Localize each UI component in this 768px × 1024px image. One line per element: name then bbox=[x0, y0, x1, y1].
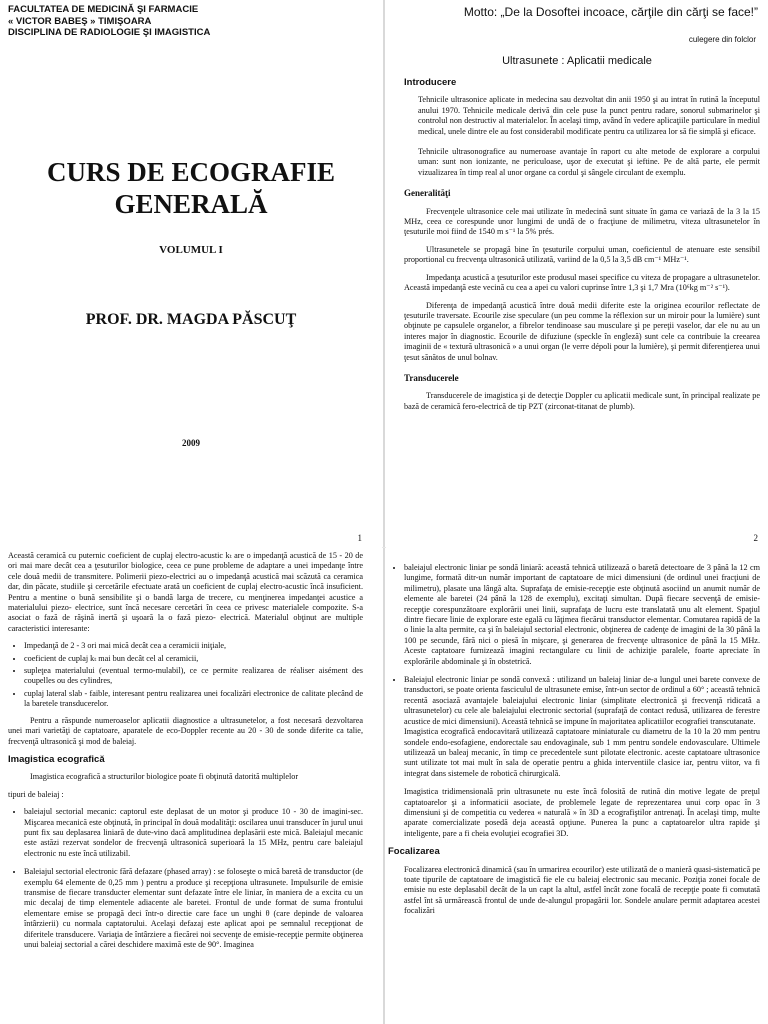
intro-paragraph-2: Tehnicile ultrasonografice au numeroase avantaje în raport cu alte metode de explorare a corpului uman: sunt non ionizante, ne periculoase, uşor de executat şi ieftine. Pe de altă parte, ele permit vizualizarea în timp real al unor organe ca cordul şi sângele circulant de exemplu. bbox=[418, 147, 760, 177]
page-number: 1 bbox=[357, 533, 362, 543]
generalitati-paragraph-4: Diferenţa de impedanţă acustică între două medii diferite este la originea ecourilor reflectate de ţesuturile traversate. Ecourile zise speculare (un peu comme la réflexion sur un miroir pour la lumière) sunt obţinute pe capsulele organelor, a fibrelor tendinoase sau musculare şi pe pereţii vaselor, dar ele nu au un interes major în diagnostic. Ecourile de difuziune (speckle în engleză) sunt cele ca contribuie la creearea imaginii de « textură ultrasonică » a unui organ (le verre dépoli pour la lumière), şi permit diferenţierea unui ţesut sănătos de unul bolnav. bbox=[404, 300, 760, 362]
heading-introducere: Introducere bbox=[404, 77, 457, 88]
page-3 bbox=[0, 549, 382, 1024]
header-line-discipline: DISCIPLINA DE RADIOLOGIE ŞI IMAGISTICA bbox=[8, 27, 211, 38]
list-item: • baleiajul sectorial mecanic: captorul este deplasat de un motor şi produce 10 - 30 de imagini-sec. Mişcarea mecanică este obţinută, în principal în două modalităţi: oscilarea unui transducer în jurul unui punt fix sau deplasarea liniară de dute-vino dacă amplitudinea deplasării este mică. Baleiajul mecanic este astăzi rezervat sondelor de frecvenţă ultrasonică superioară la 15 MHz, pentru care baleiajul electronic nu este încă utilizabil. bbox=[24, 807, 363, 859]
heading-imagistica-ecografica: Imagistica ecografică bbox=[8, 753, 105, 765]
title-line-2: GENERALĂ bbox=[114, 189, 268, 219]
scan-types-list-continued bbox=[388, 563, 760, 779]
publication-year: 2009 bbox=[182, 438, 200, 448]
list-item: • baleiajul electronic liniar pe sondă liniară: această tehnică utilizează o baretă detectoare de 3 până la 12 cm lungime, formată ditr-un număr important de captatoare de mici dimensiuni (de ordinul unei fracţiuni de milimetru), plasate una lângă alta. Suprafaţa de emisie-recepţie este obţinută asociind un anumit număr de elemente ale baretei (24 până la 128 de exemplu), excitaţi simultan. După fiecare secvenţă de emisie-recepţie corespunzătoare explorării unei linii, suprafaţa de lucru este translatată unu alt element. Spaţiul dintre fiecare linie de explorare este egală cu lăţimea fiecărui transductor elementar. Comutarea rapidă de la o linie la alta permite, ca şi în baleiajul sectorial electronic, obţinerea de cadenţe de imagini de la 30 până la 100 pe secunde, fără nici o piesă în mişcare, şi generarea de frecvenţe ultrasonice de până la 15 MHz. Aceste captatoare furnizează imagini rectangulare cu linii de achiziţie paralele, foarte apreciate în explorările abdominale şi în obstetrică. bbox=[404, 563, 760, 667]
intro-paragraph-1: Tehnicile ultrasonice aplicate in medecina sau dezvoltat din anii 1950 şi au intrat în rutină la începutul anului 1970. Tehnicile medicale derivă din cele puse la punct pentru radare, sonorul submarinelor şi controlul non destructiv al materialelor. În acelaşi timp, având în vedere aplicaţiile particulare în mediul medical, unele dintre ele au fost considerabil modificate pentru ca utilizarea lor să fie simplă şi eficace. bbox=[418, 95, 760, 136]
page-2-body bbox=[404, 70, 760, 419]
page-3-body bbox=[8, 551, 363, 958]
list-item: • coeficient de cuplaj kₜ mai bun decât cel al ceramicii, bbox=[24, 654, 363, 664]
page-2 bbox=[386, 0, 768, 548]
scan-types-intro: tipuri de baleiaj : bbox=[8, 789, 64, 799]
transducerele-paragraph-1: Transducerele de imagistica şi de detecţie Doppler cu aplicatii medicale sunt, în principal realizate pe bază de ceramică fero-electrică de tip PZT (zirconat-titanat de plumb). bbox=[404, 391, 760, 411]
page-number: 2 bbox=[753, 533, 758, 543]
material-properties-list bbox=[8, 641, 363, 709]
list-item bbox=[404, 675, 760, 779]
page-4-body bbox=[388, 563, 760, 924]
imagistica-paragraph: Imagistica ecografică a structurilor biologice poate fi obţinută datorită multiplelor bbox=[30, 772, 299, 782]
motto: Motto: „De la Dosoftei incoace, cărţile din cărţi se face!” bbox=[463, 5, 758, 19]
section-subtitle: Ultrasunete : Aplicatii medicale bbox=[502, 55, 652, 67]
list-item: • cuplaj lateral slab - faible, interesant pentru realizarea unei focalizări electronice de calitate plecând de la baretele transducerelor. bbox=[24, 689, 363, 710]
list-item: • Baleiajul sectorial electronic fără defazare (phased array) : se foloseşte o mică baretă de transductor (de exemplu 64 elemente de 0,25 mm ) pentru a produce şi recepţiona ultrasunete. Impulsurile de emisie transmise de fiecare transducter elementar sunt defazate între ele liniar, în maniera de a excita cu un mic decalaj de timp elementele adiacente ale baretei. Frontul de unde format de suma frontului elementare emise se propagă deci într-o directie care face un unghi θ (care depinde de valoarea întârzierii) cu normala captatorului. Acelaşi defazaj este aplicat apoi pe semnalul recepţionat de diferitele transducere. Variaţia de întârziere a fiecărei noi secvenţe de emisie-recepţie permite obţinerea unui baleiaj sectorial a cărei deschidere maximă este de 90°. Imaginea bbox=[24, 867, 363, 950]
author-name: PROF. DR. MAGDA PĂSCUŢ bbox=[85, 311, 297, 328]
header-line-university: « VICTOR BABEŞ » TIMIŞOARA bbox=[8, 15, 152, 27]
institution-header bbox=[8, 4, 210, 39]
page-divider-vertical bbox=[383, 0, 385, 1024]
header-line-faculty: FACULTATEA DE MEDICINĂ ŞI FARMACIE bbox=[8, 4, 199, 15]
page-4 bbox=[386, 549, 768, 1024]
convex-probe-text: Baleiajul electronic liniar pe sondă convexă : utilizand un baleiaj liniar de-a lungul unei barete convexe de transductori, se poate orienta fasciculul de ultrasunete emise, într-un sector de ordinul a 60° ; această tehnică recentă asociază avantajele baleiajului electronic liniar (simplitate electronică şi frecvenţă ridicată a ultrasunetelor) cu cele ale baleiajului electronic sectorial (suprafaţă de contact redusă, utilizarea de ferestre acustice de mici dimensiuni). Această tehnică se impune în majoritatea aplicatiilor ecografiei transcutanate. bbox=[404, 675, 760, 726]
focalizarea-paragraph: Focalizarea electronică dinamică (sau în urmarirea ecourilor) este utilizată de o manieră quasi-sistematică pe toate tipurile de captatoare de imagistică fie ele cu baleiaj electronic sau mecanic. Poziţia zonei focale de emisie nu este deplasabil decât de la un capt la altul, astfel încât zone focală de recepţie poate fi comutată astfel înt să urmărească frontul de unde de-alungul propagării lor. Sondele anulare permit adaptarea acestei focalizări bbox=[404, 864, 760, 916]
tridimensional-paragraph: Imagistica tridimensională prin ultrasunete nu este încă folosită de rutină din motive legate de preţul captatoarelor şi a informaticii asociate, de problemele legate de reprezentarea unui corp opac în 3 dimensiuni şi de competitia cu vederea « naturală » în 3D a ecografiştilor antrenaţi. În acelaşi timp, multe aparate comercializate posedă deja această opţiune. Punerea la punc a captatoarelor ultra rapide şi inteligente, pare a fi cheia evoluţiei ecografiei 3D. bbox=[404, 787, 760, 838]
page-1 bbox=[0, 0, 382, 548]
heading-generalitati: Generalităţi bbox=[404, 188, 451, 199]
volume-label: VOLUMUL I bbox=[159, 244, 223, 256]
title-line-1: CURS DE ECOGRAFIE bbox=[46, 157, 336, 187]
motto-source: culegere din folclor bbox=[688, 35, 756, 44]
applications-paragraph: Pentru a răspunde numeroaselor aplicatii diagnostice a ultrasunetelor, a fost necesară dezvoltarea unei mari varietăţi de captatoare, aparatele de eco-Doppler recente au 20 - 30 de sonde diferite ca talie, frecvenţă ultrasonică şi mod de baleiaj. bbox=[8, 715, 363, 746]
heading-transducerele: Transducerele bbox=[404, 372, 459, 383]
generalitati-paragraph-2: Ultrasunetele se propagă bine în ţesuturile corpului uman, coeficientul de atenuare este sensibil proportional cu frecvenţa ultrasonică utilizată, variind de la 0,5 la 3,5 dB cm⁻¹ MHz⁻¹. bbox=[404, 244, 760, 265]
list-item: • supleţea materialului (eventual termo-mulabil), ce ce permite realizarea de réaliser aisément des coupelles ou des cylindres, bbox=[24, 666, 363, 687]
document-title bbox=[0, 156, 382, 220]
generalitati-paragraph-3: Impedanţa acustică a ţesuturilor este produsul masei specifice cu viteza de propagare a ultrasunetelor. Această impedanţă este vecină cu cea a apei cu valori cuprinse între 1,3 şi 1,7 Mra (10⁶kg m⁻² s⁻¹). bbox=[404, 272, 760, 293]
generalitati-paragraph-1: Frecvenţele ultrasonice cele mai utilizate în medecină sunt situate în gama ce variază de la 3 la 15 MHz, ceea ce corespunde unor lungimi de undă de o fracţiune de milimetru, viteza ultrasunetelor în ţesuturile moi fiind de 1540 m s⁻¹ la 5% prés. bbox=[404, 206, 760, 237]
endocavitary-text: Imagistica ecografică endocavitară utilizează captatoare miniaturale cu diametru de la 10 la 20 mm pentru sondele endo-esofagiene, endorectale sau endovaginale, sub 1 mm pentru sondele endovasculare. Ultimele utilizează un baleaj mecanic, în timp ce precedentele sunt pilotate electronic. aceste captatoare ultrasonice sunt utilizate tot mai mult în sala de operatie pentru a ghida interventiile clasice iar, pentru viitor, va fi integrat dans sistemele de robotică chirurgicală. bbox=[404, 727, 760, 778]
scan-types-list bbox=[8, 807, 363, 950]
heading-focalizarea: Focalizarea bbox=[388, 846, 440, 858]
ceramics-paragraph: Această ceramică cu puternic coeficient de cuplaj electro-acustic kₜ are o impedanţă acustică de 15 - 20 de ori mai mare decât cea a ţesuturilor biologice, ceea ce pune probleme de adaptare a unei impedanţe între cele două medii de transmitere. Polimerii piezo-electrici au o impedanţă acustică mai scăzută ca ceramica dar, din păcate, studiile şi cercetările efectuate arată un coeficient de cuplaj electro-acustic încă insuficient. Pentru a mentine o bună sensibilite şi o bandă larga de trecere, cu menţinerea impedanţei acustice a materialului piezo- electrice, sunt încă necesare cercetări în ceea ce privesc materialele compozite. S-a asociat o fază de răşină inertă şi uşoară la o fază piezo- electrică. Materialul obţinut are multiple caracteristici interesante: bbox=[8, 551, 363, 633]
list-item: • Impedanţă de 2 - 3 ori mai mică decât cea a ceramicii iniţiale, bbox=[24, 641, 363, 651]
